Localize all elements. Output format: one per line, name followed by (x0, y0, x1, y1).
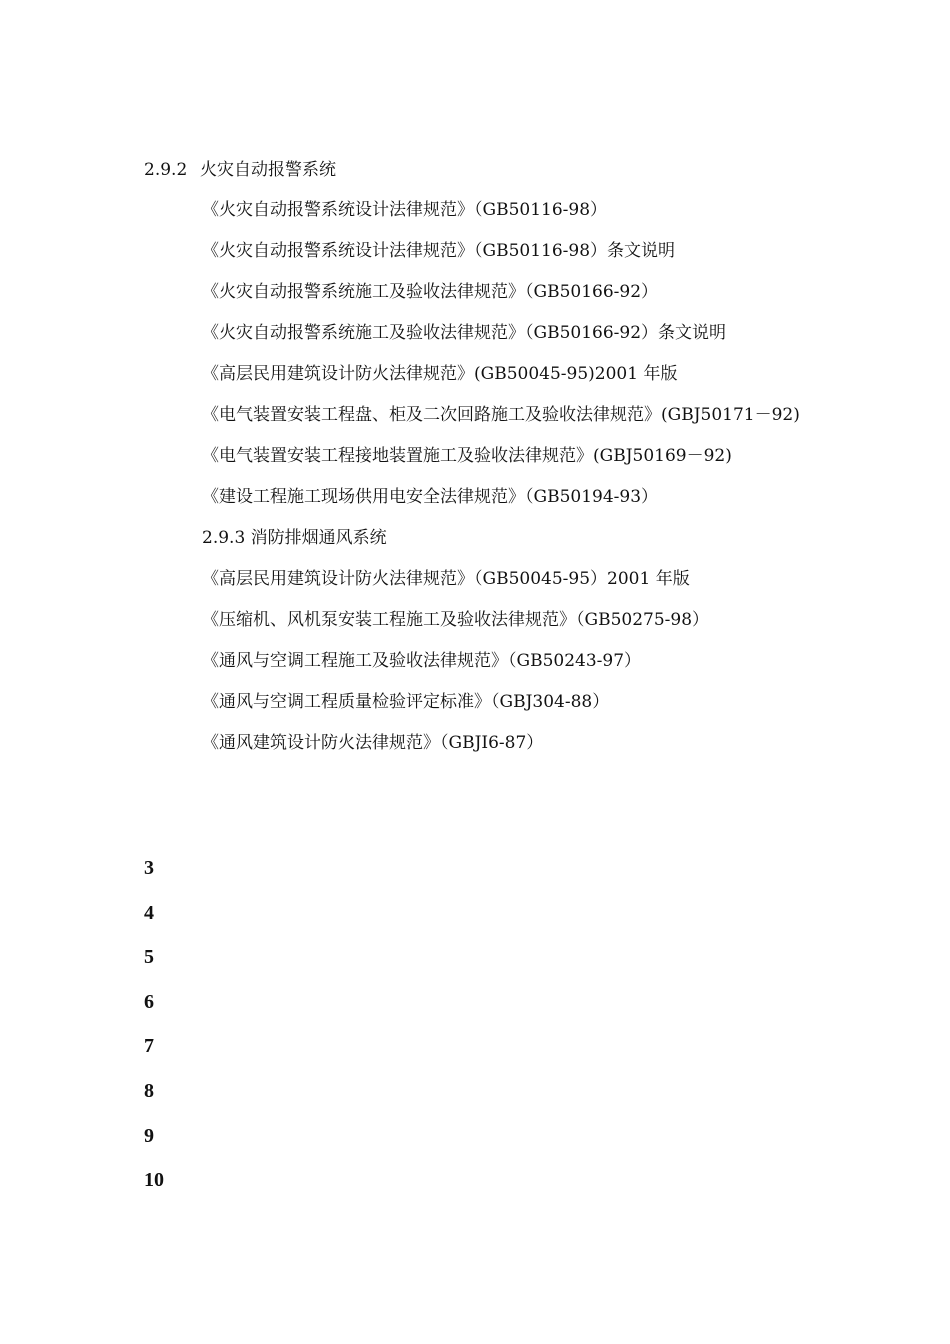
section-title: 火灾自动报警系统 (200, 160, 336, 180)
chapter-number: 5 (144, 946, 154, 969)
chapter-number: 6 (144, 990, 154, 1013)
chapter-number: 10 (144, 1169, 164, 1192)
reference-item: 《火灾自动报警系统设计法律规范》（GB50116-98） (202, 200, 608, 220)
subsection-heading: 2.9.3 消防排烟通风系统 (202, 528, 387, 548)
section-number-list (144, 853, 164, 1210)
chapter-number: 3 (144, 857, 154, 879)
chapter-number: 9 (144, 1124, 154, 1147)
reference-item: 《电气装置安装工程接地装置施工及验收法律规范》(GBJ50169－92) (202, 446, 732, 466)
reference-item: 《高层民用建筑设计防火法律规范》(GB50045-95)2001 年版 (202, 364, 678, 384)
section-number: 2.9.2 (144, 160, 188, 180)
reference-list (202, 197, 812, 771)
reference-item: 《通风建筑设计防火法律规范》（GBJI6-87） (202, 733, 544, 753)
chapter-number: 7 (144, 1035, 154, 1058)
reference-item: 《通风与空调工程质量检验评定标准》（GBJ304-88） (202, 692, 610, 712)
chapter-number: 8 (144, 1079, 154, 1102)
reference-item: 《通风与空调工程施工及验收法律规范》（GB50243-97） (202, 651, 642, 671)
reference-item: 《火灾自动报警系统设计法律规范》（GB50116-98）条文说明 (202, 241, 676, 261)
reference-item: 《火灾自动报警系统施工及验收法律规范》（GB50166-92） (202, 282, 659, 302)
section-heading (144, 157, 336, 183)
reference-item: 《高层民用建筑设计防火法律规范》（GB50045-95）2001 年版 (202, 569, 690, 589)
reference-item: 《建设工程施工现场供用电安全法律规范》（GB50194-93） (202, 487, 659, 507)
reference-item: 《电气装置安装工程盘、柜及二次回路施工及验收法律规范》(GBJ50171－92) (202, 405, 800, 425)
reference-item: 《压缩机、风机泵安装工程施工及验收法律规范》（GB50275-98） (202, 610, 710, 630)
reference-item: 《火灾自动报警系统施工及验收法律规范》（GB50166-92）条文说明 (202, 323, 727, 343)
chapter-number: 4 (144, 901, 154, 924)
